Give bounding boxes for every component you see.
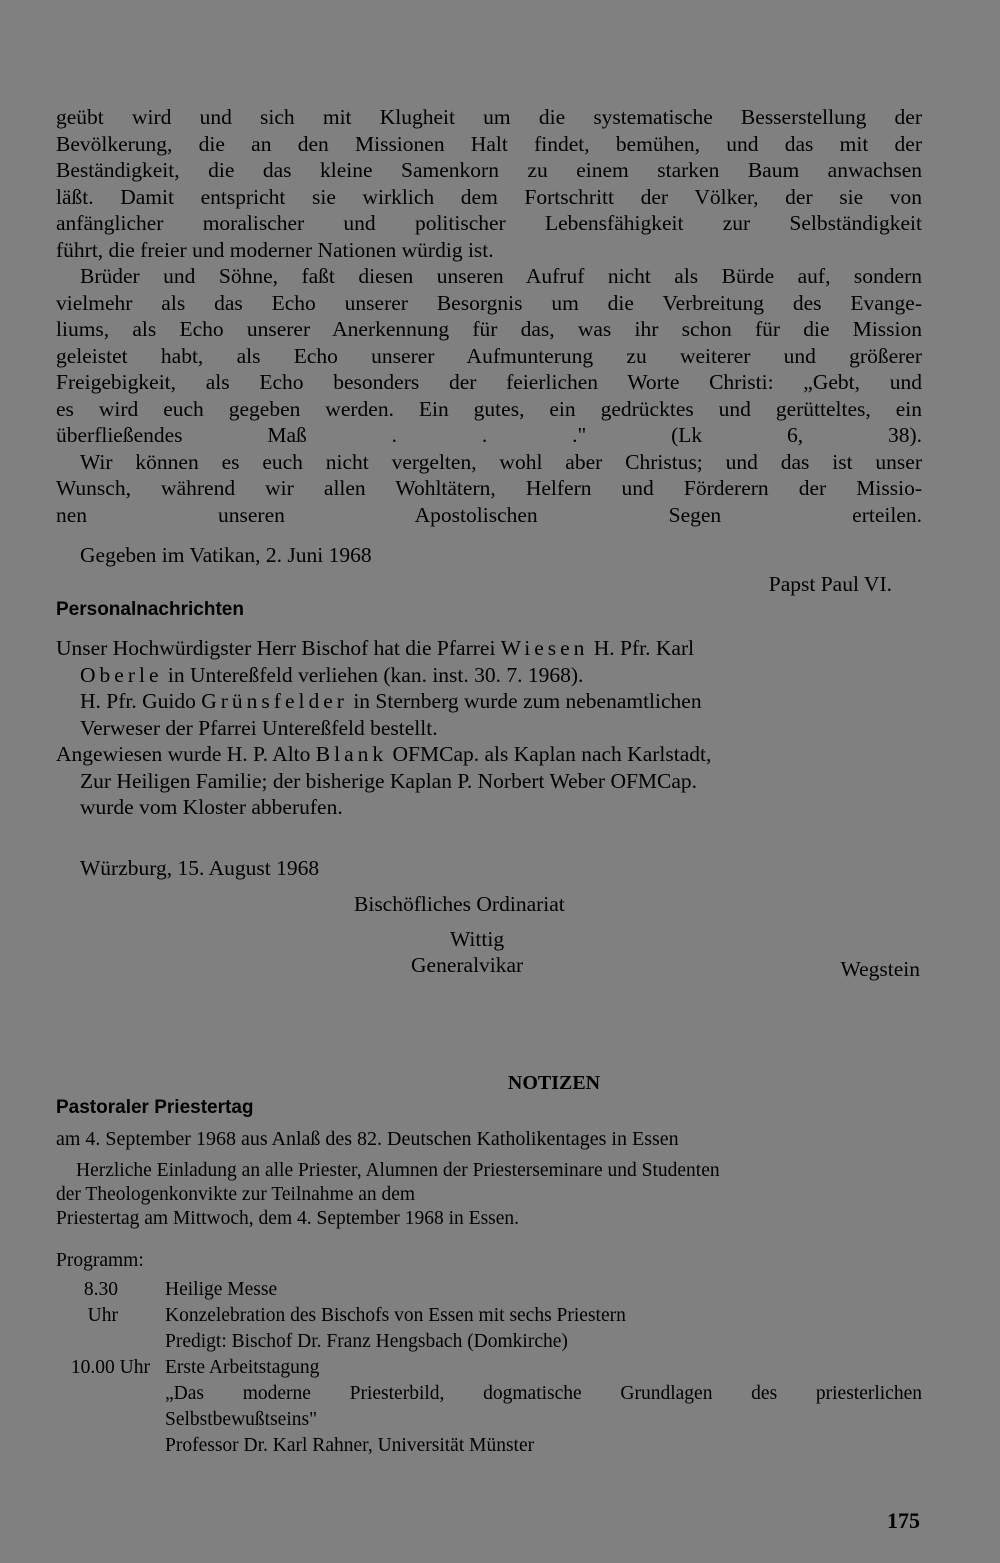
notizen-subline: am 4. September 1968 aus Anlaß des 82. Deutschen Katholikentages in Essen (56, 1127, 679, 1150)
program-line: Predigt: Bischof Dr. Franz Hengsbach (Domkirche) (165, 1330, 568, 1352)
person-name: Grünsfelder (201, 689, 348, 713)
text: Verweser der Pfarrei Untereßfeld bestellt. (80, 715, 438, 740)
letter-dateline: Gegeben im Vatikan, 2. Juni 1968 (80, 543, 372, 567)
program-line: Professor Dr. Karl Rahner, Universität Münster (165, 1434, 535, 1456)
invite-line-2: der Theologenkonvikte zur Teilnahme an dem (56, 1183, 416, 1205)
text: wurde vom Kloster abberufen. (80, 795, 343, 819)
text-line: geübt wird und sich mit Klugheit um die systematische Besserstellung der (56, 105, 922, 129)
program-item (56, 1277, 922, 1355)
signer-1-name: Wittig (450, 926, 505, 951)
invite-line-3: Priestertag am Mittwoch, dem 4. September 1968 in Essen. (56, 1207, 520, 1229)
signature-block (56, 926, 922, 986)
text: OFMCap. als Kaplan nach Karlstadt, (387, 742, 712, 766)
text-line: vielmehr als das Echo unserer Besorgnis um die Verbreitung des Evange- (56, 290, 922, 315)
text: Unser Hochwürdigster Herr Bischof hat die Pfarrei (56, 636, 501, 660)
letter-paragraph-1 (56, 104, 922, 263)
program-line: „Das moderne Priesterbild, dogmatische Grundlagen des priesterlichen (165, 1382, 922, 1404)
personal-entry-2 (56, 688, 922, 741)
text-line: geleistet habt, als Echo unserer Aufmunterung zu weiterer und größerer (56, 343, 922, 368)
text-line: Bevölkerung, die an den Missionen Halt findet, bemühen, und das mit der (56, 131, 922, 156)
text-line: Freigebigkeit, als Echo besonders der feierlichen Worte Christi: „Gebt, und (56, 370, 922, 394)
personal-heading: Personalnachrichten (56, 599, 244, 620)
text: Angewiesen wurde H. P. Alto (56, 742, 316, 766)
text-line: es wird euch gegeben werden. Ein gutes, ein gedrücktes und gerütteltes, ein (56, 396, 922, 421)
text-line: überfließendes Maß . . ." (Lk 6, 38). (56, 423, 922, 447)
text-line: läßt. Damit entspricht sie wirklich dem Fortschritt der Völker, der sie von (56, 184, 922, 209)
text-line: Beständigkeit, die das kleine Samenkorn zu einem starken Baum anwachsen (56, 158, 922, 182)
text-line: Wunsch, während wir allen Wohltätern, Helfern und Förderern der Missio- (56, 476, 922, 500)
program-line: Selbstbewußtseins" (165, 1408, 318, 1430)
notizen-heading: Pastoraler Priestertag (56, 1096, 254, 1118)
letter-signature: Papst Paul VI. (768, 571, 892, 596)
program-list (56, 1277, 922, 1459)
letter-paragraph-3 (56, 449, 922, 529)
text: H. Pfr. Karl (588, 636, 695, 660)
signer-1-title: Generalvikar (411, 952, 524, 977)
person-name: Oberle (80, 662, 163, 687)
text: in Sternberg wurde zum nebenamtlichen (347, 689, 702, 713)
text: in Untereßfeld verliehen (kan. inst. 30. 7. 1968). (162, 662, 584, 687)
office-name: Bischöfliches Ordinariat (354, 892, 565, 916)
text-line: führt, die freier und moderner Nationen würdig ist. (56, 237, 494, 262)
place-name: Wiesen (500, 636, 589, 660)
text-line: liums, als Echo unserer Anerkennung für das, was ihr schon für die Mission (56, 317, 922, 341)
text: Zur Heiligen Familie; der bisherige Kaplan P. Norbert Weber OFMCap. (80, 768, 698, 793)
program-item (56, 1355, 922, 1459)
letter-paragraph-2 (56, 263, 922, 449)
text: H. Pfr. Guido (80, 689, 202, 713)
program-line: Konzelebration des Bischofs von Essen mit sechs Priestern (165, 1304, 626, 1326)
text-line: Brüder und Söhne, faßt diesen unseren Aufruf nicht als Bürde auf, sondern (80, 264, 922, 288)
signer-2-name: Wegstein (840, 956, 920, 981)
personal-entry-1 (56, 635, 922, 688)
page-content (56, 104, 922, 1459)
program-details (150, 1355, 922, 1459)
program-time: 8.30 Uhr (83, 1278, 118, 1326)
program-label: Programm: (56, 1249, 144, 1271)
page-number: 175 (887, 1508, 920, 1533)
notizen-title: NOTIZEN (507, 1071, 601, 1094)
program-line: Erste Arbeitstagung (165, 1356, 320, 1378)
invite-line-1: Herzliche Einladung an alle Priester, Alumnen der Priesterseminare und Studenten (76, 1159, 720, 1181)
program-line: Heilige Messe (165, 1278, 278, 1300)
text-line: Wir können es euch nicht vergelten, wohl aber Christus; und das ist unser (80, 449, 922, 474)
personal-dateline: Würzburg, 15. August 1968 (80, 855, 320, 880)
text-line: nen unseren Apostolischen Segen erteilen. (56, 502, 922, 527)
text-line: anfänglicher moralischer und politischer Lebensfähigkeit zur Selbständigkeit (56, 211, 922, 235)
program-details (118, 1277, 922, 1355)
personal-entry-3 (56, 741, 922, 821)
person-name: Blank (315, 742, 388, 766)
program-time: 10.00 Uhr (70, 1356, 150, 1378)
